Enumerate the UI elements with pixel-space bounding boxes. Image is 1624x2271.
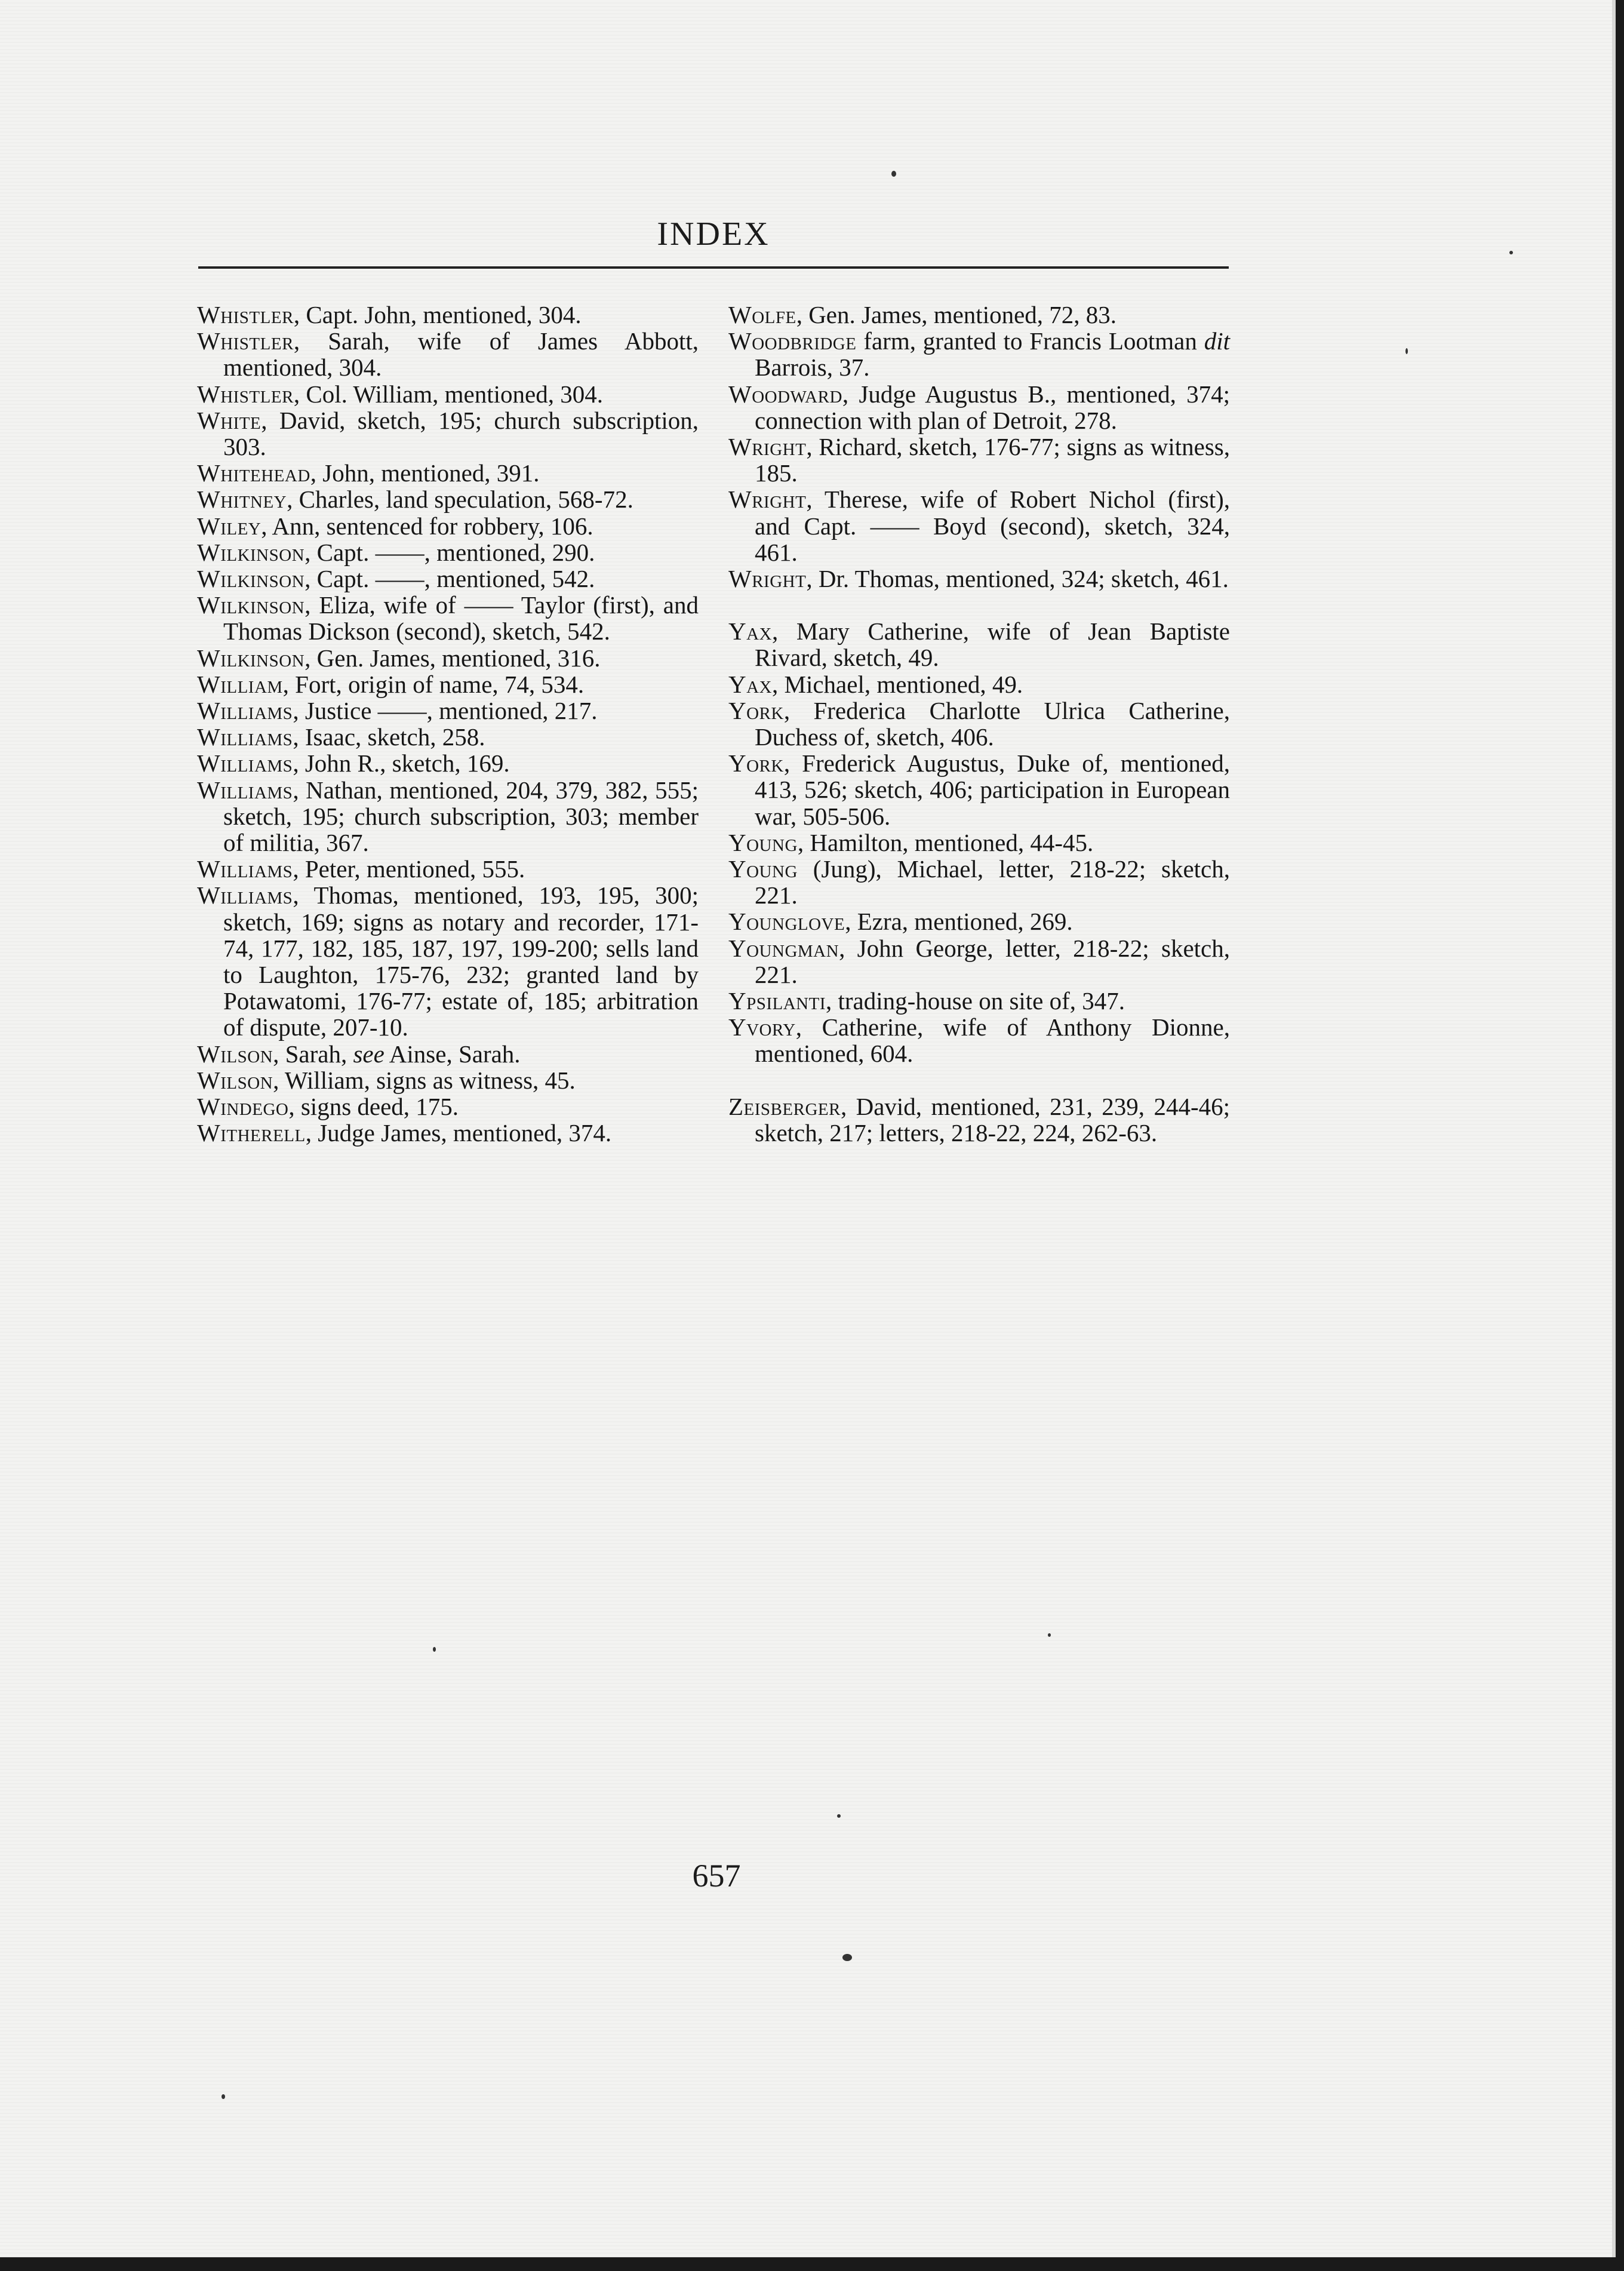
entry-text: , Nathan, mentioned, 204, 379, 382, 555; sketch, 195; church subscription, 303; member of militia, 367.: [223, 776, 699, 857]
entry-name: Whistler: [197, 380, 294, 408]
entry-text: , Gen. James, mentioned, 72, 83.: [796, 301, 1117, 328]
index-column-left: [197, 302, 699, 1147]
page-title: INDEX: [657, 216, 770, 253]
paper-speck: [842, 1954, 852, 1961]
index-entry: [728, 935, 1230, 988]
section-gap: [728, 592, 1230, 618]
entry-italic: dit: [1204, 327, 1230, 355]
entry-text: , Richard, sketch, 176-77; signs as witness, 185.: [755, 433, 1230, 487]
entry-text: farm, granted to Francis Lootman: [856, 327, 1204, 355]
entry-text: , Ann, sentenced for robbery, 106.: [261, 512, 593, 540]
entry-name: White: [197, 406, 262, 434]
entry-name: Witherell: [197, 1119, 306, 1147]
entry-text: , Dr. Thomas, mentioned, 324; sketch, 461.: [806, 565, 1229, 593]
entry-name: Williams: [197, 776, 293, 804]
index-entry: [197, 882, 699, 1040]
index-entry: [197, 777, 699, 856]
entry-text: , Frederick Augustus, Duke of, mentioned, 413, 526; sketch, 406; participation in European war, 505-506.: [755, 749, 1230, 830]
index-entry: [197, 856, 699, 882]
index-entry: [728, 486, 1230, 566]
section-gap: [728, 1067, 1230, 1093]
entry-name: Young: [728, 855, 798, 883]
index-entry: [197, 671, 699, 697]
entry-name: Windego: [197, 1093, 289, 1121]
entry-name: Wilkinson: [197, 644, 305, 672]
entry-name: Woodward: [728, 380, 842, 408]
entry-text: , Isaac, sketch, 258.: [293, 723, 485, 751]
entry-name: Yax: [728, 670, 772, 698]
index-entry: [197, 592, 699, 644]
paper-speck: [891, 171, 896, 177]
entry-name: Wiley: [197, 512, 262, 540]
index-entry: [728, 566, 1230, 592]
paper-speck: [837, 1814, 841, 1818]
index-entry: [728, 829, 1230, 856]
entry-name: Wilson: [197, 1040, 273, 1068]
entry-name: Wright: [728, 433, 807, 461]
entry-text: , William, signs as witness, 45.: [273, 1066, 576, 1094]
index-entry: [197, 724, 699, 750]
entry-name: Young: [728, 828, 798, 856]
entry-text: , signs deed, 175.: [288, 1093, 459, 1121]
entry-text: , John, mentioned, 391.: [310, 459, 540, 487]
index-entry: [197, 328, 699, 380]
entry-text: (Jung), Michael, letter, 218-22; sketch, 221.: [755, 855, 1230, 909]
entry-text: , Frederica Charlotte Ulrica Catherine, Duchess of, sketch, 406.: [755, 696, 1230, 751]
index-entry: [728, 1014, 1230, 1067]
entry-text: , Justice ——, mentioned, 217.: [293, 697, 598, 725]
entry-name: Wilkinson: [197, 538, 305, 566]
entry-name: Williams: [197, 723, 293, 751]
index-entry: [197, 1067, 699, 1093]
index-entry: [197, 645, 699, 671]
entry-text-after: Barrois, 37.: [755, 354, 870, 382]
entry-text: , Col. William, mentioned, 304.: [293, 380, 603, 408]
index-entry: [728, 618, 1230, 671]
index-column-right: [728, 302, 1230, 1146]
index-entry: [728, 328, 1230, 380]
index-entry: [197, 697, 699, 724]
index-entry: [197, 486, 699, 512]
entry-name: Whitney: [197, 485, 287, 514]
header-rule: [198, 266, 1229, 269]
entry-text: , Thomas, mentioned, 193, 195, 300; sketch, 169; signs as notary and recorder, 171-74, 177, 182, 185, 187, 197, 199-200; sells land to Laughton, 175-76, 232; granted land by Potawatomi, 176-77; estate of, 185; arbitration of dispute, 207-10.: [223, 881, 699, 1041]
entry-name: Williams: [197, 881, 293, 909]
entry-name: Wright: [728, 565, 807, 593]
entry-text: , trading-house on site of, 347.: [826, 987, 1125, 1015]
entry-text: , John George, letter, 218-22; sketch, 221.: [755, 934, 1230, 988]
entry-name: William: [197, 670, 283, 698]
index-entry: [728, 988, 1230, 1014]
index-entry: [728, 302, 1230, 328]
paper-speck: [1405, 348, 1408, 354]
entry-name: Wolfe: [728, 301, 796, 328]
entry-text: , David, mentioned, 231, 239, 244-46; sketch, 217; letters, 218-22, 224, 262-63.: [755, 1092, 1230, 1147]
entry-text: , Therese, wife of Robert Nichol (first), and Capt. —— Boyd (second), sketch, 324, 461.: [755, 485, 1230, 566]
paper-speck: [1509, 251, 1513, 254]
entry-text: , Catherine, wife of Anthony Dionne, mentioned, 604.: [755, 1013, 1230, 1068]
entry-italic: see: [353, 1040, 385, 1068]
index-entry: [197, 1093, 699, 1120]
entry-name: Youngman: [728, 934, 839, 962]
entry-text: , Capt. John, mentioned, 304.: [293, 301, 582, 328]
entry-text: , Capt. ——, mentioned, 542.: [304, 565, 595, 593]
entry-name: Wilson: [197, 1066, 273, 1094]
paper-speck: [222, 2094, 225, 2099]
entry-name: Wilkinson: [197, 565, 305, 593]
entry-name: Whistler: [197, 327, 294, 355]
index-entry: [728, 1093, 1230, 1146]
index-entry: [728, 856, 1230, 908]
entry-name: York: [728, 749, 784, 778]
entry-text: , Peter, mentioned, 555.: [293, 855, 525, 883]
entry-text: , Charles, land speculation, 568-72.: [287, 485, 633, 514]
entry-text: , Eliza, wife of —— Taylor (first), and Thomas Dickson (second), sketch, 542.: [223, 591, 699, 646]
entry-text: , Sarah,: [273, 1040, 353, 1068]
entry-name: Whistler: [197, 301, 294, 328]
page-number: 657: [692, 1858, 741, 1894]
entry-name: Younglove: [728, 908, 845, 936]
entry-name: Yvory: [728, 1013, 796, 1041]
entry-name: Ypsilanti: [728, 987, 826, 1015]
entry-name: Yax: [728, 617, 772, 646]
entry-text: , John R., sketch, 169.: [293, 749, 510, 778]
index-entry: [197, 539, 699, 566]
index-entry: [197, 566, 699, 592]
entry-text: , Gen. James, mentioned, 316.: [304, 644, 601, 672]
paper-speck: [433, 1647, 436, 1652]
index-entry: [197, 407, 699, 460]
entry-text-after: Ainse, Sarah.: [384, 1040, 521, 1068]
index-entry: [728, 671, 1230, 697]
index-entry: [197, 750, 699, 776]
entry-name: Woodbridge: [728, 327, 857, 355]
entry-text: , Hamilton, mentioned, 44-45.: [797, 828, 1094, 856]
index-entry: [197, 302, 699, 328]
index-entry: [728, 434, 1230, 486]
index-entry: [728, 750, 1230, 829]
entry-name: Williams: [197, 855, 293, 883]
entry-name: York: [728, 696, 784, 724]
entry-text: , David, sketch, 195; church subscription, 303.: [223, 406, 699, 461]
entry-name: Zeisberger: [728, 1092, 841, 1120]
entry-name: Whitehead: [197, 459, 310, 487]
index-entry: [197, 1041, 699, 1067]
entry-text: , Mary Catherine, wife of Jean Baptiste Rivard, sketch, 49.: [755, 617, 1230, 672]
index-entry: [728, 697, 1230, 750]
entry-text: , Michael, mentioned, 49.: [772, 670, 1023, 698]
index-entry: [197, 460, 699, 486]
index-entry: [197, 381, 699, 407]
entry-text: , Judge Augustus B., mentioned, 374; connection with plan of Detroit, 278.: [755, 380, 1230, 434]
index-entry: [197, 513, 699, 539]
entry-text: , Sarah, wife of James Abbott, mentioned, 304.: [223, 327, 699, 382]
paper-speck: [1048, 1633, 1051, 1637]
entry-text: , Capt. ——, mentioned, 290.: [304, 538, 595, 566]
entry-name: Wilkinson: [197, 591, 305, 619]
entry-text: , Fort, origin of name, 74, 534.: [282, 670, 585, 698]
index-entry: [728, 908, 1230, 935]
index-entry: [197, 1120, 699, 1146]
entry-name: Williams: [197, 749, 293, 778]
entry-name: Wright: [728, 485, 807, 514]
index-entry: [728, 381, 1230, 434]
entry-text: , Ezra, mentioned, 269.: [845, 908, 1073, 936]
entry-name: Williams: [197, 697, 293, 725]
entry-text: , Judge James, mentioned, 374.: [305, 1119, 612, 1147]
